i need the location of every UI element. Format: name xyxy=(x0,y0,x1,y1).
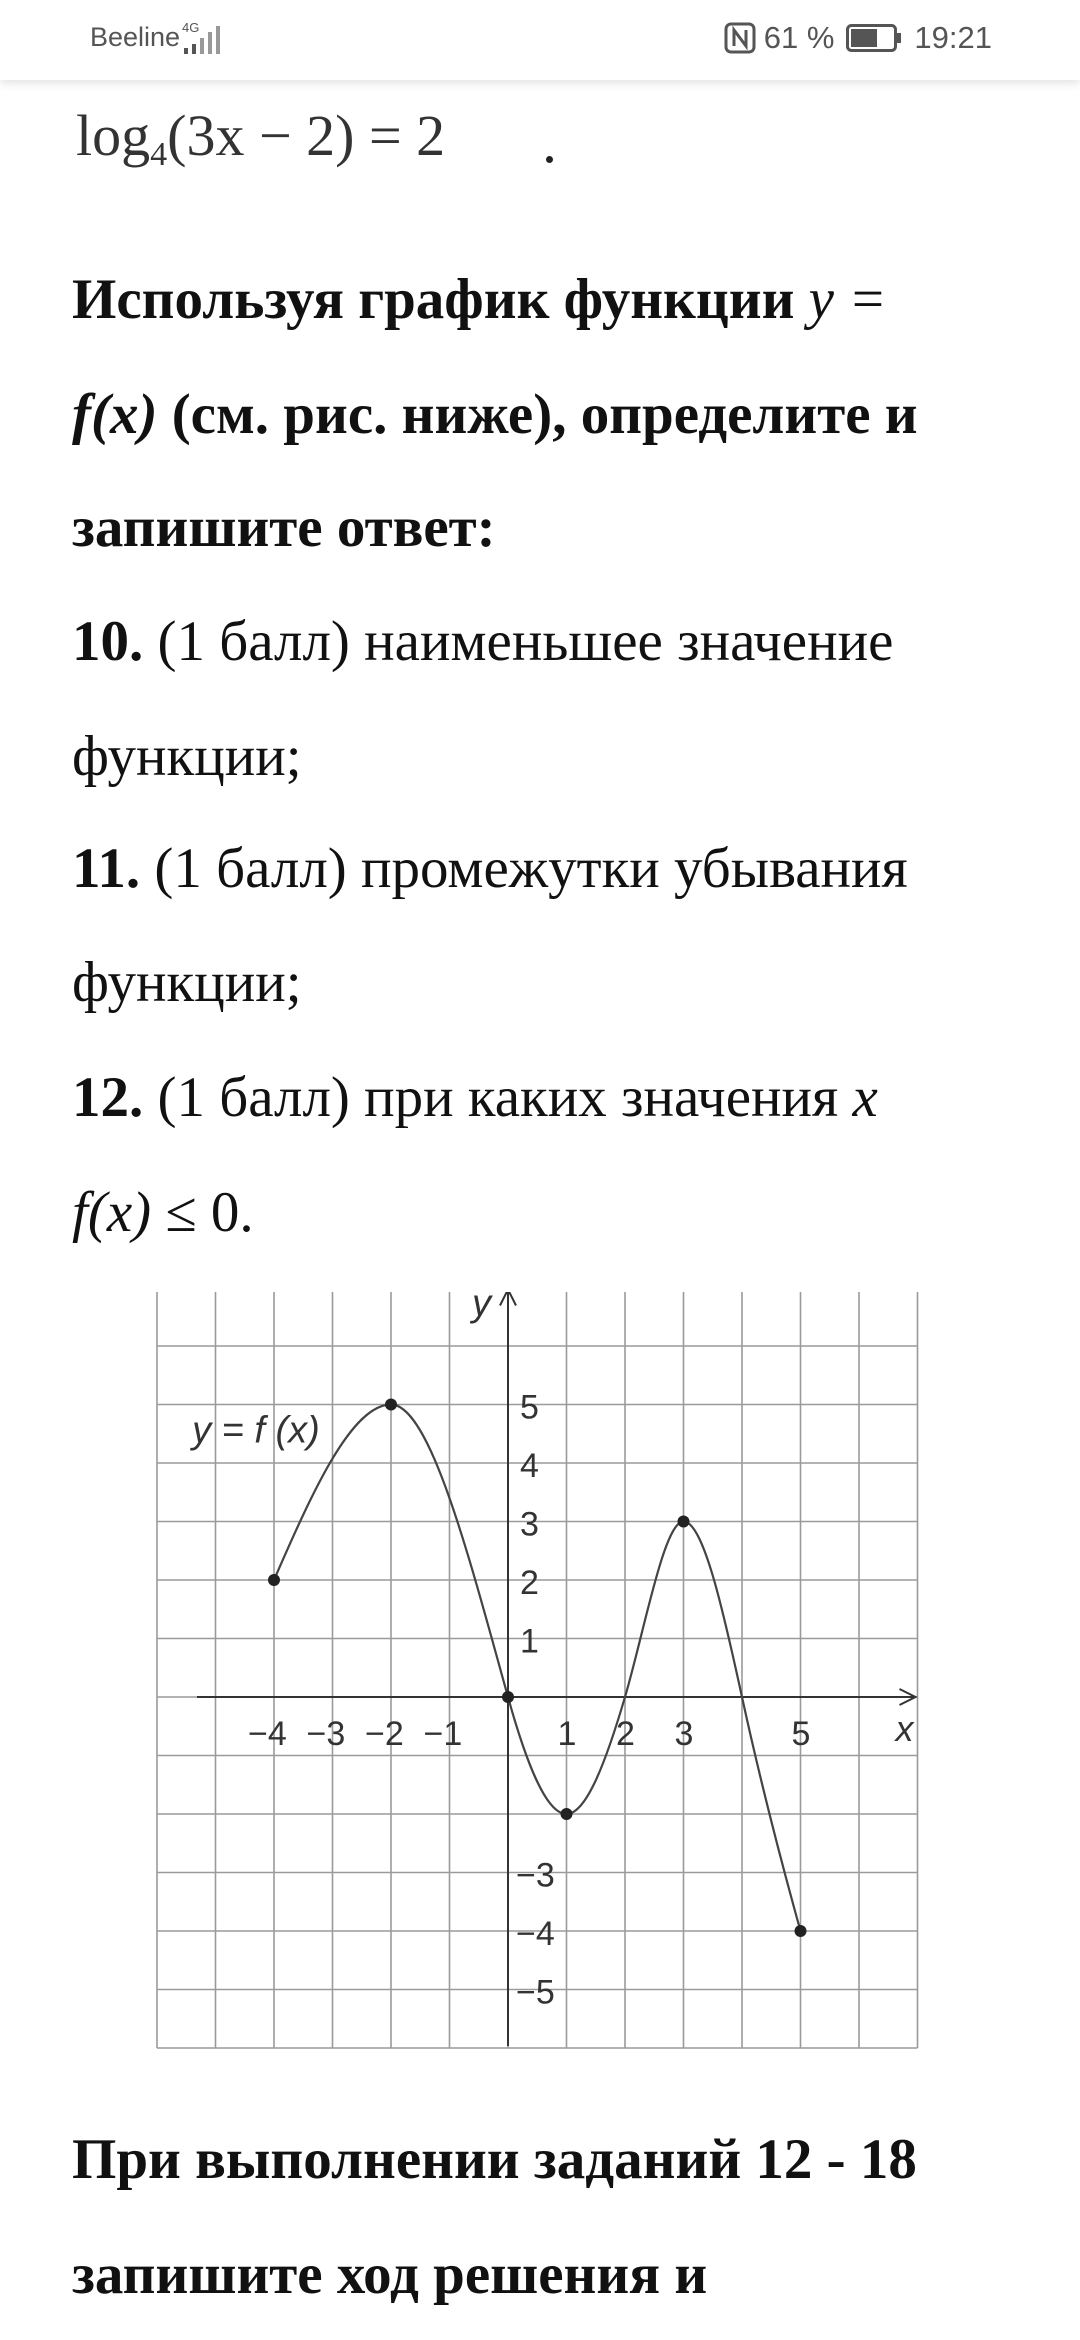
intro-text-2: (см. рис. ниже), определите и xyxy=(157,383,918,446)
function-label: y = f (x) xyxy=(192,1409,320,1452)
curve-key-point xyxy=(385,1399,397,1411)
question-10-number: 10. xyxy=(72,610,144,673)
curve-key-point xyxy=(795,1925,807,1937)
y-tick-label: 2 xyxy=(520,1564,539,1602)
curve-key-point xyxy=(678,1516,690,1528)
y-tick-label: −4 xyxy=(516,1915,555,1953)
status-bar xyxy=(0,0,1080,80)
question-12-cont-text: ≤ 0. xyxy=(151,1181,254,1244)
x-tick-label: 1 xyxy=(557,1715,577,1753)
battery-percent: 61 % xyxy=(763,20,835,55)
nfc-icon xyxy=(724,22,756,54)
intro-var-fx: f(x) xyxy=(72,383,158,446)
formula-argument: (3x − 2) = 2 xyxy=(167,103,446,168)
footer-line-1: При выполнении заданий 12 - 18 xyxy=(72,2128,917,2191)
formula xyxy=(76,102,445,174)
x-tick-label: −4 xyxy=(248,1715,287,1753)
clock: 19:21 xyxy=(914,20,992,55)
x-tick-label: 2 xyxy=(616,1715,635,1753)
x-tick-label: 3 xyxy=(674,1715,694,1753)
formula-log: log xyxy=(76,103,151,168)
y-tick-label: −5 xyxy=(516,1973,555,2012)
status-right xyxy=(724,20,992,56)
question-12-var-x: x xyxy=(852,1066,878,1129)
y-axis-label: y xyxy=(472,1292,491,1325)
curve-key-point xyxy=(268,1574,280,1586)
intro-line-3: запишите ответ: xyxy=(72,496,496,559)
carrier-name: Beeline xyxy=(90,22,181,52)
footer-line-2: запишите ход решения и xyxy=(72,2243,708,2306)
x-tick-label: −3 xyxy=(306,1715,346,1753)
question-11-text: (1 балл) промежутки убывания xyxy=(140,837,908,900)
y-tick-label: 1 xyxy=(520,1622,539,1661)
x-axis-label: x xyxy=(895,1708,914,1749)
question-11-cont: функции; xyxy=(72,951,302,1014)
intro-line-1 xyxy=(72,265,887,335)
curve-key-point xyxy=(502,1691,514,1703)
intro-var-y: y = xyxy=(808,268,887,331)
formula-dot xyxy=(546,156,553,163)
question-10 xyxy=(72,607,893,677)
y-tick-label: 5 xyxy=(520,1388,539,1427)
curve-key-point xyxy=(561,1808,573,1820)
x-tick-label: −1 xyxy=(423,1715,463,1753)
formula-base: 4 xyxy=(150,136,168,173)
question-12-var-fx: f(x) xyxy=(72,1181,152,1244)
question-10-text: (1 балл) наименьшее значение xyxy=(143,610,894,673)
x-tick-label: −2 xyxy=(365,1715,404,1753)
battery-icon xyxy=(846,24,902,52)
question-12-cont xyxy=(72,1178,254,1248)
question-10-cont: функции; xyxy=(72,725,302,788)
intro-text-1: Используя график функции xyxy=(72,268,809,331)
question-11 xyxy=(72,834,908,904)
question-12-text: (1 балл) при каких значения xyxy=(143,1066,853,1129)
signal-icon xyxy=(182,18,234,58)
network-type: 4G xyxy=(182,20,200,35)
question-11-number: 11. xyxy=(72,837,141,900)
question-12-number: 12. xyxy=(72,1066,144,1129)
intro-line-2 xyxy=(72,380,918,450)
function-graph xyxy=(150,1292,920,2062)
y-tick-label: 4 xyxy=(520,1447,539,1485)
y-tick-label: 3 xyxy=(520,1505,539,1544)
y-tick-label: −3 xyxy=(516,1856,555,1895)
question-12 xyxy=(72,1063,878,1133)
x-tick-label: 5 xyxy=(791,1715,811,1753)
